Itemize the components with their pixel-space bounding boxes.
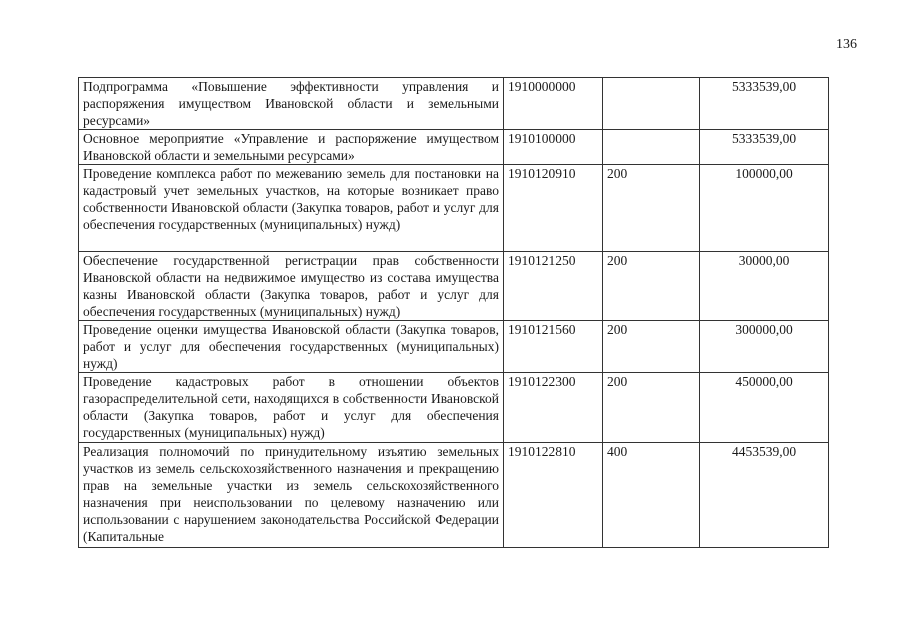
row-amount: 5333539,00	[700, 78, 829, 130]
row-amount: 300000,00	[700, 321, 829, 373]
row-target-code: 1910120910	[504, 165, 603, 252]
row-expense-type: 200	[603, 373, 700, 443]
budget-table	[78, 77, 829, 548]
row-expense-type	[603, 78, 700, 130]
row-name: Проведение кадастровых работ в отношении объектов газораспределительной сети, находящихся в собственности Ивановской области (Закупка товаров, работ и услуг для обеспечения государственных (муниципальных) нужд)	[79, 373, 504, 443]
row-amount: 5333539,00	[700, 130, 829, 165]
row-name: Реализация полномочий по принудительному изъятию земельных участков из земель сельскохозяйственного назначения и прекращению прав на земельные участки из земель сельскохозяйственного назначения при неиспользовании по целевому назначению или использовании с нарушением законодательства Российской Федерации (Капитальные	[79, 443, 504, 548]
row-target-code: 1910122810	[504, 443, 603, 548]
row-name: Основное мероприятие «Управление и распоряжение имуществом Ивановской области и земельными ресурсами»	[79, 130, 504, 165]
row-amount: 450000,00	[700, 373, 829, 443]
table-row	[79, 443, 829, 548]
row-target-code: 1910000000	[504, 78, 603, 130]
row-expense-type: 200	[603, 321, 700, 373]
row-target-code: 1910122300	[504, 373, 603, 443]
row-name: Проведение комплекса работ по межеванию земель для постановки на кадастровый учет земельных участков, на которые возникает право собственности Ивановской области (Закупка товаров, работ и услуг для обеспечения государственных (муниципальных) нужд)	[79, 165, 504, 252]
row-expense-type: 200	[603, 252, 700, 321]
row-expense-type: 200	[603, 165, 700, 252]
row-amount: 4453539,00	[700, 443, 829, 548]
table-row	[79, 373, 829, 443]
row-name: Обеспечение государственной регистрации прав собственности Ивановской области на недвижимое имущество из состава имущества казны Ивановской области (Закупка товаров, работ и услуг для обеспечения государственных (муниципальных) нужд)	[79, 252, 504, 321]
table-row	[79, 130, 829, 165]
row-name: Проведение оценки имущества Ивановской области (Закупка товаров, работ и услуг для обеспечения государственных (муниципальных) нужд)	[79, 321, 504, 373]
table-row	[79, 165, 829, 252]
table-row	[79, 252, 829, 321]
row-target-code: 1910121560	[504, 321, 603, 373]
row-name: Подпрограмма «Повышение эффективности управления и распоряжения имуществом Ивановской области и земельными ресурсами»	[79, 78, 504, 130]
row-amount: 30000,00	[700, 252, 829, 321]
table-row	[79, 78, 829, 130]
table-row	[79, 321, 829, 373]
row-expense-type	[603, 130, 700, 165]
row-amount: 100000,00	[700, 165, 829, 252]
page-number: 136	[836, 37, 857, 52]
row-target-code: 1910100000	[504, 130, 603, 165]
row-target-code: 1910121250	[504, 252, 603, 321]
row-expense-type: 400	[603, 443, 700, 548]
